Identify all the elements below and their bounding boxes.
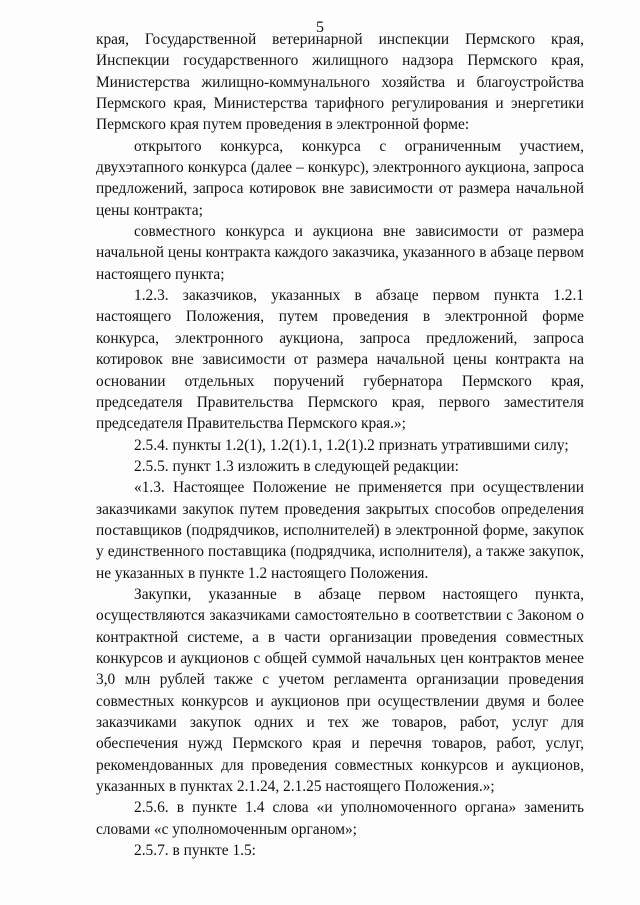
paragraph-3: совместного конкурса и аукциона вне зависимости от размера начальной цены контракта каждого заказчика, указанного в абзаце первом настоящего пункта;	[96, 223, 584, 283]
paragraph-1: края, Государственной ветеринарной инспекции Пермского края, Инспекции государственного жилищного надзора Пермского края, Министерства жилищно-коммунального хозяйства и благоустройства Пермского края, Министерства тарифного регулирования и энергетики Пермского края путем проведения в электронной форме:	[96, 31, 584, 134]
paragraph-5: 2.5.4. пункты 1.2(1), 1.2(1).1, 1.2(1).2 признать утратившими силу;	[134, 436, 569, 454]
paragraph-4: 1.2.3. заказчиков, указанных в абзаце первом пункта 1.2.1 настоящего Положения, путем проведения в электронной форме конкурса, электронного аукциона, запроса предложений, запроса котировок вне зависимости от размера начальной цены контракта на основании отдельных поручений губернатора Пермского края, председателя Правительства Пермского края, первого заместителя председателя Правительства Пермского края.»;	[96, 287, 584, 433]
page-number: 5	[316, 19, 324, 36]
paragraph-7: «1.3. Настоящее Положение не применяется при осуществлении заказчиками закупок путем проведения закрытых способов определения поставщиков (подрядчиков, исполнителей) в электронной форме, закупок у единственного поставщика (подрядчика, исполнителя), а также закупок, не указанных в пункте 1.2 настоящего Положения.	[96, 479, 584, 582]
paragraph-6: 2.5.5. пункт 1.3 изложить в следующей редакции:	[134, 457, 459, 475]
document-body	[96, 29, 584, 861]
paragraph-8: Закупки, указанные в абзаце первом настоящего пункта, осуществляются заказчиками самостоятельно в соответствии с Законом о контрактной системе, а в части организации проведения совместных конкурсов и аукционов с общей суммой начальных цен контрактов менее 3,0 млн рублей также с учетом регламента организации проведения совместных конкурсов и аукционов при осуществлении двумя и более заказчиками закупок одних и тех же товаров, работ, услуг для обеспечения нужд Пермского края и перечня товаров, работ, услуг, рекомендованных для проведения совместных конкурсов и аукционов, указанных в пунктах 2.1.24, 2.1.25 настоящего Положения.»;	[96, 585, 584, 796]
paragraph-10: 2.5.7. в пункте 1.5:	[134, 842, 256, 860]
paragraph-9: 2.5.6. в пункте 1.4 слова «и уполномоченного органа» заменить словами «с уполномоченным органом»;	[96, 799, 584, 838]
paragraph-2: открытого конкурса, конкурса с ограниченным участием, двухэтапного конкурса (далее – конкурс), электронного аукциона, запроса предложений, запроса котировок вне зависимости от размера начальной цены контракта;	[96, 137, 584, 219]
